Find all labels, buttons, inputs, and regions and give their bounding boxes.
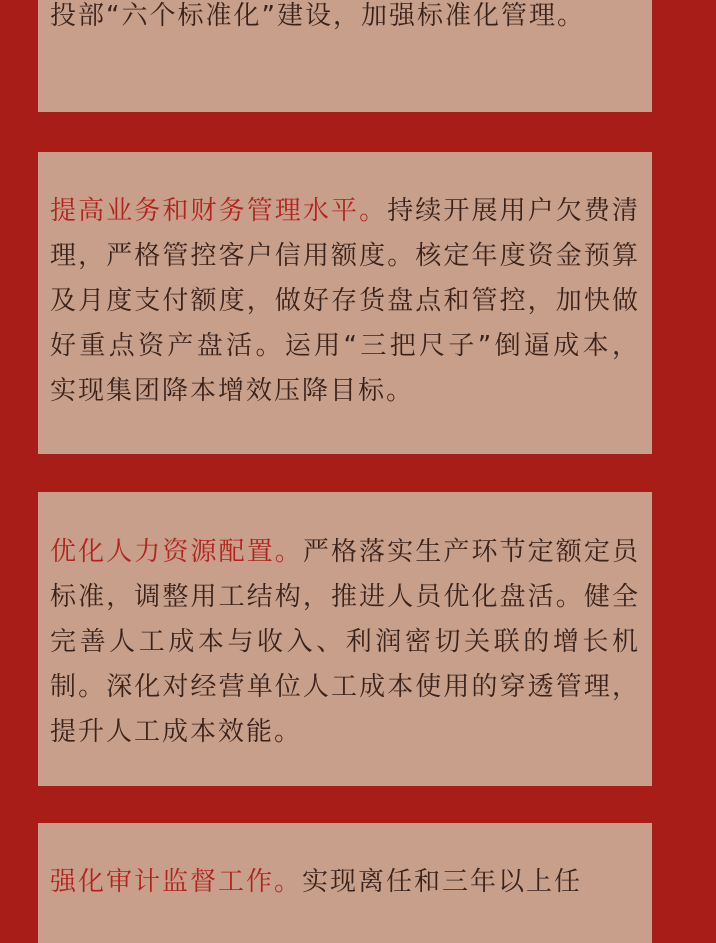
card-body: 严格落实生产环节定额定员标准，调整用工结构，推进人员优化盘活。健全完善人工成本与收入、利润密切关联的增长机制。深化对经营单位人工成本使用的穿透管理，提升人工成本效能。	[50, 537, 640, 747]
card-body: 实现离任和三年以上任	[302, 867, 583, 897]
card-heading: 优化人力资源配置。	[50, 537, 303, 567]
text-card	[38, 152, 652, 454]
card-heading: 提高业务和财务管理水平。	[50, 196, 388, 226]
card-heading: 强化审计监督工作。	[50, 867, 303, 897]
card-paragraph	[50, 823, 640, 905]
card-paragraph	[50, 152, 640, 414]
text-card	[38, 0, 652, 112]
card-body: 投部“六个标准化”建设，加强标准化管理。	[50, 1, 585, 31]
card-body: 持续开展用户欠费清理，严格管控客户信用额度。核定年度资金预算及月度支付额度，做好存货盘点和管控，加快做好重点资产盘活。运用“三把尺子”倒逼成本，实现集团降本增效压降目标。	[50, 196, 640, 406]
text-card	[38, 823, 652, 943]
text-card	[38, 492, 652, 786]
card-paragraph	[50, 0, 640, 39]
card-paragraph	[50, 492, 640, 755]
